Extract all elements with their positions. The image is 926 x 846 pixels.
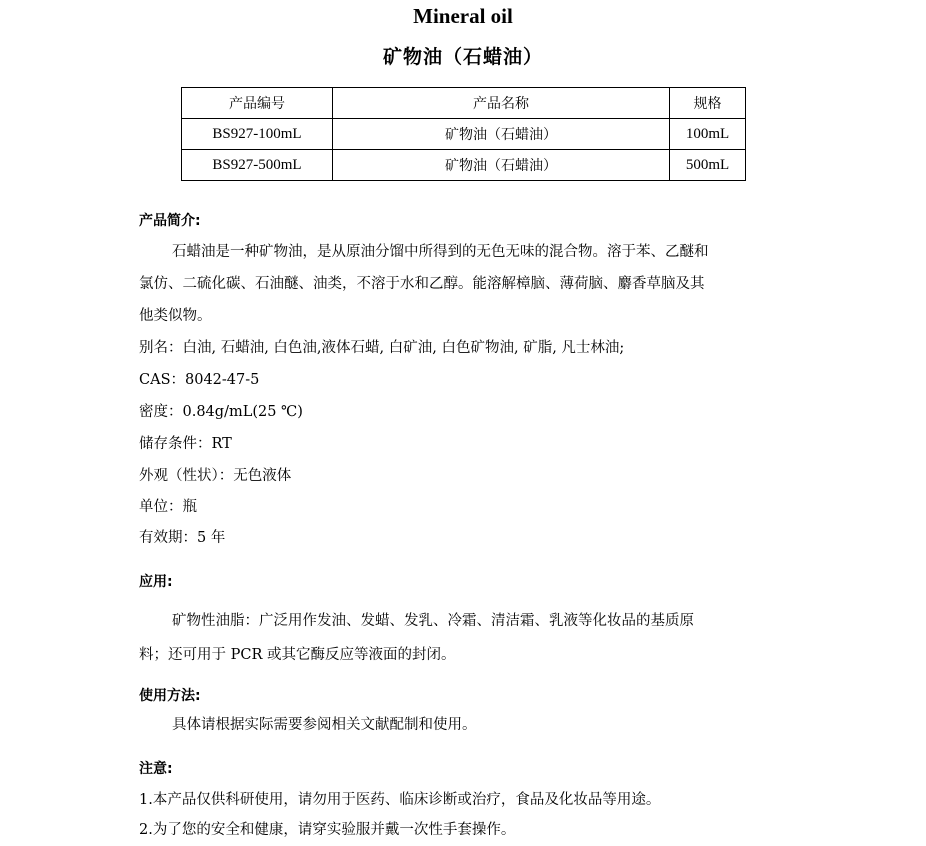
cell-product-name: 矿物油（石蜡油） (333, 119, 670, 150)
cas-line: CAS：8042-47-5 (139, 372, 260, 388)
table-row (182, 150, 746, 181)
storage-line: 储存条件：RT (139, 436, 232, 452)
intro-paragraph-line: 他类似物。 (139, 308, 212, 324)
cell-product-code: BS927-500mL (182, 150, 333, 181)
cell-product-name: 矿物油（石蜡油） (333, 150, 670, 181)
header-product-code: 产品编号 (182, 88, 333, 119)
header-product-name: 产品名称 (333, 88, 670, 119)
application-paragraph-line: 料；还可用于 PCR 或其它酶反应等液面的封闭。 (139, 647, 456, 663)
intro-heading: 产品简介: (139, 213, 201, 229)
unit-line: 单位：瓶 (139, 499, 197, 515)
usage-heading: 使用方法: (139, 688, 201, 704)
table-row (182, 119, 746, 150)
intro-paragraph-line: 氯仿、二硫化碳、石油醚、油类，不溶于水和乙醇。能溶解樟脑、薄荷脑、麝香草脑及其 (139, 276, 705, 292)
application-paragraph-line: 矿物性油脂：广泛用作发油、发蜡、发乳、冷霜、清洁霜、乳液等化妆品的基质原 (172, 613, 694, 629)
appearance-line: 外观（性状）：无色液体 (139, 468, 292, 484)
document-title-english: Mineral oil (413, 4, 513, 28)
usage-text: 具体请根据实际需要参阅相关文献配制和使用。 (172, 717, 477, 733)
header-specification: 规格 (670, 88, 746, 119)
note-item: 1.本产品仅供科研使用，请勿用于医药、临床诊断或治疗，食品及化妆品等用途。 (139, 792, 661, 808)
table-header-row (182, 88, 746, 119)
cell-specification: 500mL (670, 150, 746, 181)
cell-specification: 100mL (670, 119, 746, 150)
product-spec-table (181, 87, 746, 181)
cell-product-code: BS927-100mL (182, 119, 333, 150)
note-item: 2.为了您的安全和健康，请穿实验服并戴一次性手套操作。 (139, 822, 516, 838)
document-title-chinese: 矿物油（石蜡油） (382, 46, 543, 68)
intro-paragraph-line: 石蜡油是一种矿物油，是从原油分馏中所得到的无色无味的混合物。溶于苯、乙醚和 (172, 244, 709, 260)
alias-line: 别名：白油, 石蜡油, 白色油,液体石蜡, 白矿油, 白色矿物油, 矿脂, 凡士林油; (139, 340, 625, 356)
validity-line: 有效期：5 年 (139, 530, 226, 546)
notes-heading: 注意: (139, 761, 173, 777)
application-heading: 应用: (139, 574, 173, 590)
density-line: 密度：0.84g/mL(25 ℃) (139, 404, 303, 420)
